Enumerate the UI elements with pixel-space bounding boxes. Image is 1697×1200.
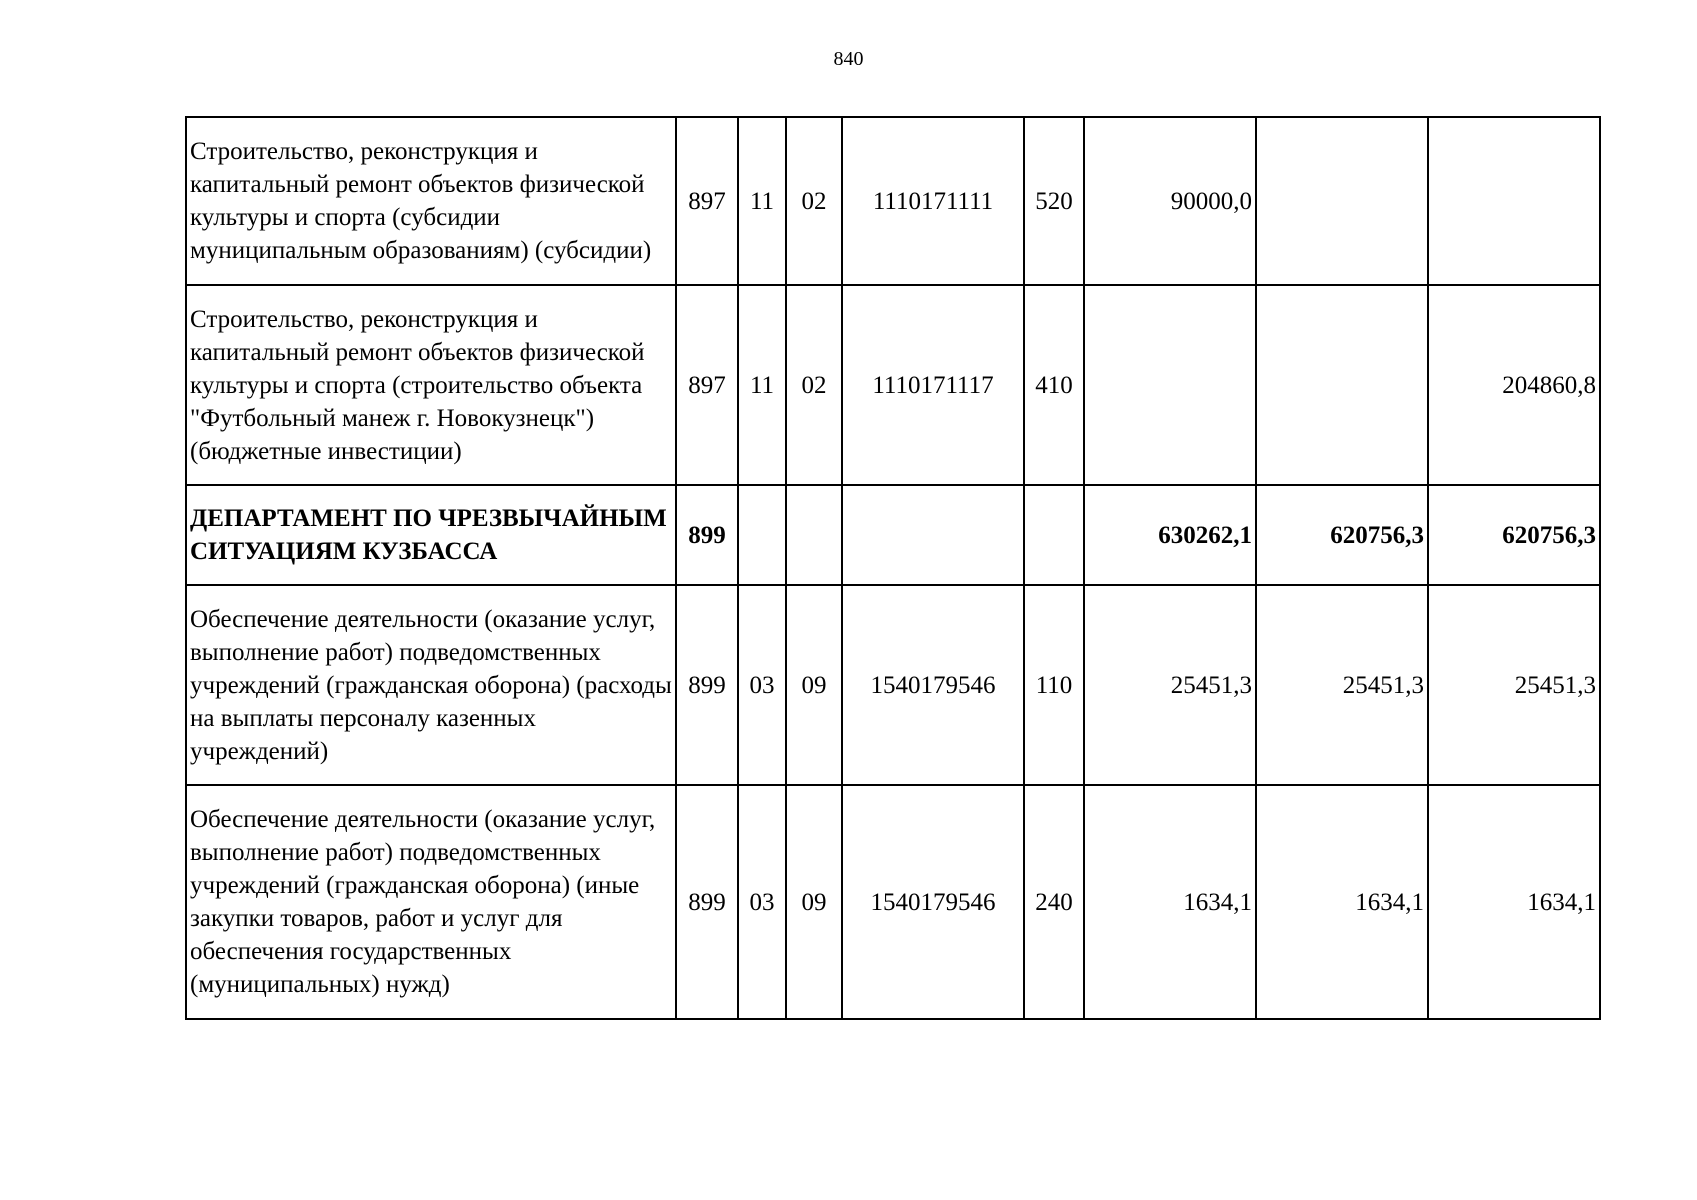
subsection-code: 09 <box>786 585 842 785</box>
amount-1: 630262,1 <box>1084 485 1256 585</box>
table-row <box>186 785 1600 1019</box>
row-name: Обеспечение деятельности (оказание услуг, выполнение работ) подведомственных учреждений (гражданская оборона) (расходы на выплаты персоналу казенных учреждений) <box>186 585 676 785</box>
ministry-code: 899 <box>676 585 738 785</box>
ministry-code: 899 <box>676 785 738 1019</box>
ministry-code: 897 <box>676 117 738 285</box>
amount-3: 1634,1 <box>1428 785 1600 1019</box>
section-code: 03 <box>738 785 786 1019</box>
amount-3 <box>1428 117 1600 285</box>
target-code <box>842 485 1024 585</box>
target-code: 1540179546 <box>842 785 1024 1019</box>
expense-type-code: 410 <box>1024 285 1084 485</box>
row-name: Обеспечение деятельности (оказание услуг, выполнение работ) подведомственных учреждений (гражданская оборона) (иные закупки товаров, работ и услуг для обеспечения государственных (муниципальных) нужд) <box>186 785 676 1019</box>
table-row-department <box>186 485 1600 585</box>
amount-1: 25451,3 <box>1084 585 1256 785</box>
budget-table <box>185 116 1601 1020</box>
section-code: 11 <box>738 285 786 485</box>
subsection-code: 02 <box>786 117 842 285</box>
amount-1: 1634,1 <box>1084 785 1256 1019</box>
amount-3: 620756,3 <box>1428 485 1600 585</box>
amount-1: 90000,0 <box>1084 117 1256 285</box>
section-code <box>738 485 786 585</box>
row-name: ДЕПАРТАМЕНТ ПО ЧРЕЗВЫЧАЙНЫМ СИТУАЦИЯМ КУЗБАССА <box>186 485 676 585</box>
amount-2 <box>1256 285 1428 485</box>
table-row <box>186 585 1600 785</box>
expense-type-code: 240 <box>1024 785 1084 1019</box>
subsection-code <box>786 485 842 585</box>
amount-1 <box>1084 285 1256 485</box>
ministry-code: 897 <box>676 285 738 485</box>
amount-2: 620756,3 <box>1256 485 1428 585</box>
table-row <box>186 117 1600 285</box>
amount-3: 204860,8 <box>1428 285 1600 485</box>
subsection-code: 02 <box>786 285 842 485</box>
table-row <box>186 285 1600 485</box>
target-code: 1110171117 <box>842 285 1024 485</box>
subsection-code: 09 <box>786 785 842 1019</box>
row-name: Строительство, реконструкция и капитальный ремонт объектов физической культуры и спорта (строительство объекта "Футбольный манеж г. Новокузнецк") (бюджетные инвестиции) <box>186 285 676 485</box>
amount-2: 1634,1 <box>1256 785 1428 1019</box>
target-code: 1110171111 <box>842 117 1024 285</box>
target-code: 1540179546 <box>842 585 1024 785</box>
amount-2: 25451,3 <box>1256 585 1428 785</box>
ministry-code: 899 <box>676 485 738 585</box>
section-code: 03 <box>738 585 786 785</box>
expense-type-code: 110 <box>1024 585 1084 785</box>
amount-2 <box>1256 117 1428 285</box>
amount-3: 25451,3 <box>1428 585 1600 785</box>
row-name: Строительство, реконструкция и капитальный ремонт объектов физической культуры и спорта (субсидии муниципальным образованиям) (субсидии) <box>186 117 676 285</box>
section-code: 11 <box>738 117 786 285</box>
expense-type-code <box>1024 485 1084 585</box>
expense-type-code: 520 <box>1024 117 1084 285</box>
page-number: 840 <box>833 48 864 70</box>
